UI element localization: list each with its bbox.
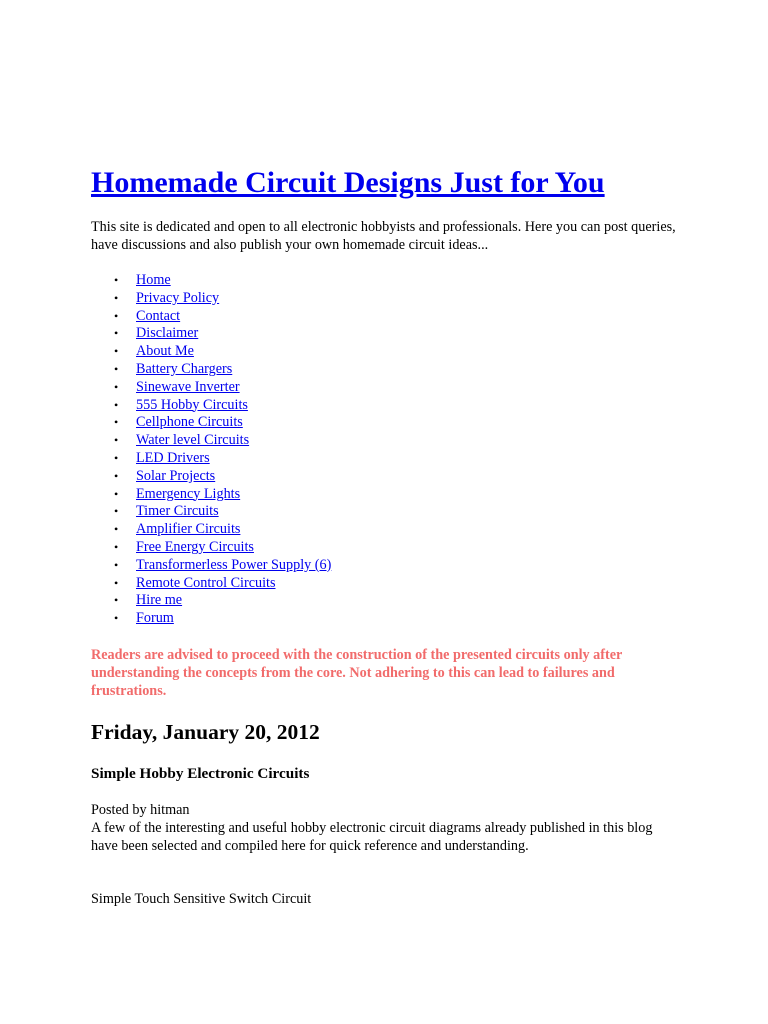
nav-item-battery-chargers [91,361,331,379]
site-description: This site is dedicated and open to all electronic hobbyists and professionals. Here you can post queries, have discussions and also publish your own homemade circuit ideas... [91,219,676,253]
nav-link-emergency-lights[interactable]: Emergency Lights [136,485,241,502]
nav-link-battery-chargers[interactable]: Battery Chargers [136,360,233,377]
nav-item-sinewave-inverter [91,379,331,397]
bullet-icon: • [114,450,119,465]
nav-link-home[interactable]: Home [136,272,171,288]
nav-item-disclaimer [91,325,331,343]
nav-link-555-hobby-circuits[interactable]: 555 Hobby Circuits [136,396,248,413]
nav-link-disclaimer[interactable]: Disclaimer [136,325,199,342]
bullet-icon: • [114,397,119,412]
construction-warning: Readers are advised to proceed with the construction of the presented circuits only after understanding the concepts from the core. Not adhering to this can lead to failures and frustrations. [91,647,623,699]
nav-item-emergency-lights [91,486,331,504]
bullet-icon: • [114,379,119,394]
post-body: A few of the interesting and useful hobby electronic circuit diagrams already published in this blog have been selected and compiled here for quick reference and understanding. [91,820,653,854]
nav-item-555-hobby-circuits [91,397,331,415]
bullet-icon: • [114,415,119,430]
post-date-header: Friday, January 20, 2012 [91,720,320,744]
nav-item-contact [91,308,331,326]
nav-link-privacy-policy[interactable]: Privacy Policy [136,289,220,306]
nav-link-transformerless-power-supply[interactable]: Transformerless Power Supply (6) [136,556,332,573]
bullet-icon: • [114,344,119,359]
nav-link-about-me[interactable]: About Me [136,343,194,360]
nav-link-contact[interactable]: Contact [136,307,181,324]
nav-item-solar-projects [91,468,331,486]
nav-item-remote-control-circuits [91,575,331,593]
post-author-line: Posted by hitman [91,802,190,818]
site-title [91,165,605,201]
bullet-icon: • [114,575,119,590]
nav-link-timer-circuits[interactable]: Timer Circuits [136,503,219,520]
site-title-link[interactable]: Homemade Circuit Designs Just for You [91,166,605,199]
post-title: Simple Hobby Electronic Circuits [91,765,310,782]
bullet-icon: • [114,361,119,376]
nav-link-amplifier-circuits[interactable]: Amplifier Circuits [136,521,241,538]
nav-item-forum [91,610,331,628]
page-nav-list [91,272,331,628]
nav-item-transformerless-power-supply [91,557,331,575]
nav-item-cellphone-circuits [91,414,331,432]
bullet-icon: • [114,593,119,608]
bullet-icon: • [114,433,119,448]
nav-link-free-energy-circuits[interactable]: Free Energy Circuits [136,538,254,555]
post-subheading: Simple Touch Sensitive Switch Circuit [91,891,312,907]
bullet-icon: • [114,557,119,572]
nav-item-privacy-policy [91,290,331,308]
bullet-icon: • [114,468,119,483]
nav-link-cellphone-circuits[interactable]: Cellphone Circuits [136,414,243,431]
nav-item-led-drivers [91,450,331,468]
bullet-icon: • [114,504,119,519]
nav-item-about-me [91,343,331,361]
nav-link-solar-projects[interactable]: Solar Projects [136,467,216,484]
bullet-icon: • [114,611,119,626]
nav-item-free-energy-circuits [91,539,331,557]
nav-item-water-level-circuits [91,432,331,450]
bullet-icon: • [114,539,119,554]
nav-link-forum[interactable]: Forum [136,610,174,627]
nav-link-remote-control-circuits[interactable]: Remote Control Circuits [136,574,276,591]
bullet-icon: • [114,273,119,287]
bullet-icon: • [114,326,119,341]
nav-link-water-level-circuits[interactable]: Water level Circuits [136,432,250,449]
nav-item-hire-me [91,592,331,610]
nav-item-amplifier-circuits [91,521,331,539]
nav-link-sinewave-inverter[interactable]: Sinewave Inverter [136,378,240,395]
bullet-icon: • [114,522,119,537]
nav-item-timer-circuits [91,503,331,521]
nav-link-led-drivers[interactable]: LED Drivers [136,449,210,466]
bullet-icon: • [114,290,119,305]
bullet-icon: • [114,486,119,501]
bullet-icon: • [114,308,119,323]
nav-item-home [91,272,331,290]
nav-link-hire-me[interactable]: Hire me [136,592,183,609]
